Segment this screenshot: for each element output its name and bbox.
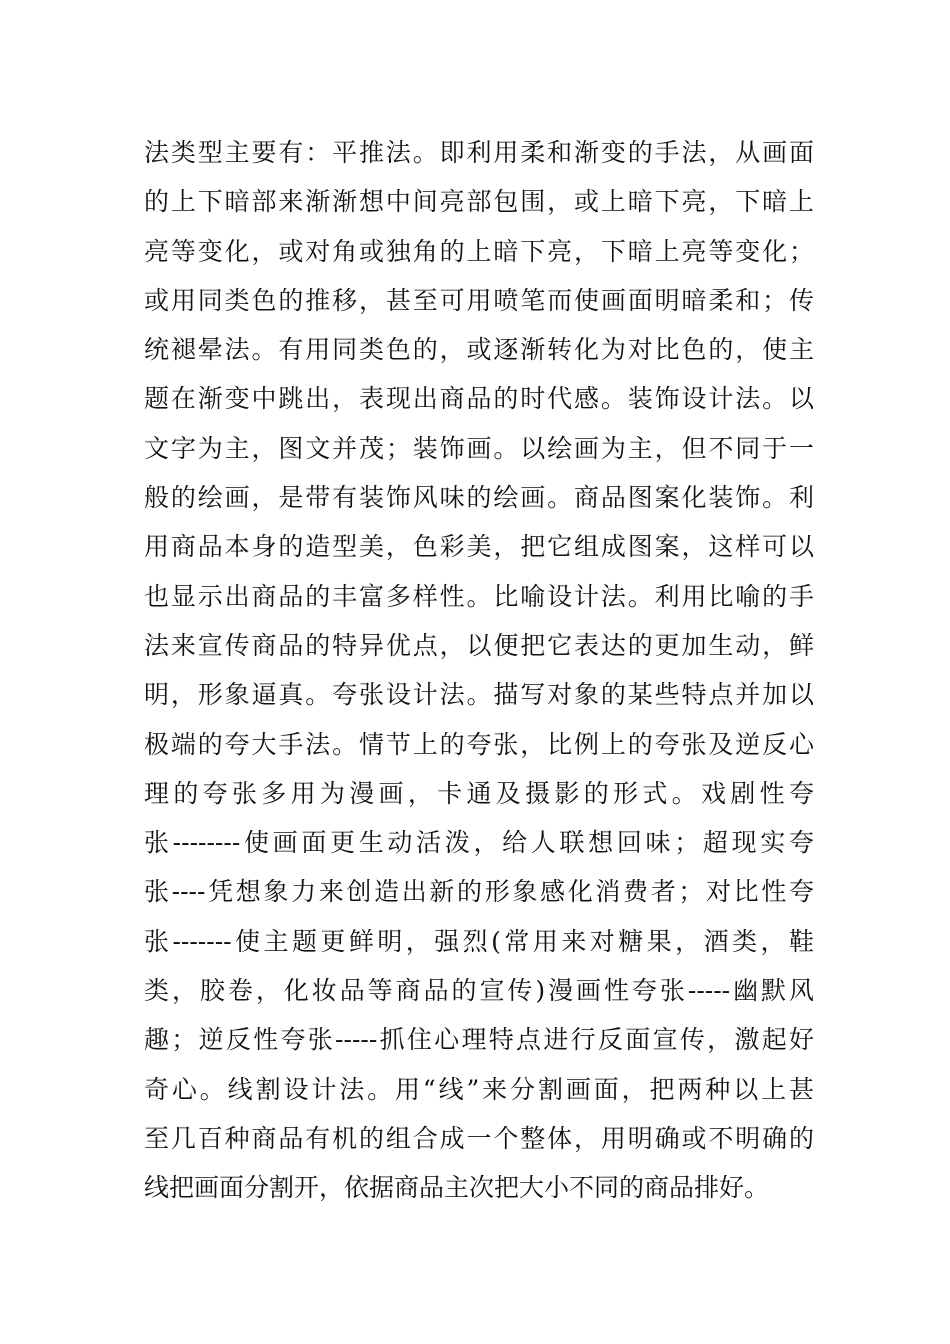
text-line-12: 明，形象逼真。夸张设计法。描写对象的某些特点并加以 [144,680,814,710]
text-line-3: 亮等变化，或对角或独角的上暗下亮，下暗上亮等变化； [144,236,814,266]
text-line-20: 奇心。线割设计法。用“线”来分割画面，把两种以上甚 [144,1074,814,1104]
text-line-9: 用商品本身的造型美，色彩美，把它组成图案，这样可以 [144,532,814,562]
text-line-18: 类，胶卷，化妆品等商品的宣传)漫画性夸张-----幽默风 [144,976,814,1006]
text-line-22: 线把画面分割开，依据商品主次把大小不同的商品排好。 [144,1173,770,1203]
text-line-5: 统褪晕法。有用同类色的，或逐渐转化为对比色的，使主 [144,335,814,365]
text-line-15: 张--------使画面更生动活泼，给人联想回味；超现实夸 [144,828,814,858]
text-line-13: 极端的夸大手法。情节上的夸张，比例上的夸张及逆反心 [144,729,814,759]
text-line-6: 题在渐变中跳出，表现出商品的时代感。装饰设计法。以 [144,384,814,414]
text-line-4: 或用同类色的推移，甚至可用喷笔而使画面明暗柔和；传 [144,285,814,315]
text-line-14: 理的夸张多用为漫画，卡通及摄影的形式。戏剧性夸 [144,778,814,808]
text-line-7: 文字为主，图文并茂；装饰画。以绘画为主，但不同于一 [144,433,814,463]
text-line-10: 也显示出商品的丰富多样性。比喻设计法。利用比喻的手 [144,581,814,611]
text-line-2: 的上下暗部来渐渐想中间亮部包围，或上暗下亮，下暗上 [144,187,814,217]
text-line-1: 法类型主要有：平推法。即利用柔和渐变的手法，从画面 [144,138,814,167]
text-line-21: 至几百种商品有机的组合成一个整体，用明确或不明确的 [144,1123,814,1153]
text-line-16: 张----凭想象力来创造出新的形象感化消费者；对比性夸 [144,877,814,907]
text-line-17: 张-------使主题更鲜明，强烈(常用来对糖果，酒类，鞋 [144,926,814,956]
body-text [144,128,814,1213]
text-line-19: 趣；逆反性夸张-----抓住心理特点进行反面宣传，激起好 [144,1025,814,1055]
text-line-8: 般的绘画，是带有装饰风味的绘画。商品图案化装饰。利 [144,483,814,513]
text-line-11: 法来宣传商品的特异优点，以便把它表达的更加生动，鲜 [144,630,814,660]
